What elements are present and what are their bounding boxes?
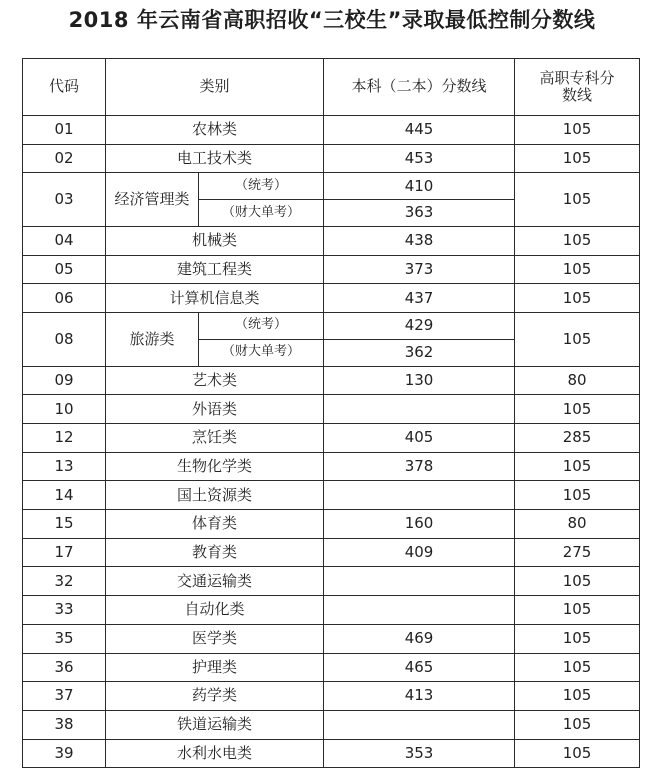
table-row	[23, 653, 640, 682]
bachelor-score-cell: 373	[324, 255, 515, 284]
bachelor-score-cell: 410	[324, 173, 515, 200]
bachelor-score-cell	[324, 481, 515, 510]
table-row	[23, 567, 640, 596]
vocational-score-cell: 105	[515, 567, 640, 596]
code-cell: 13	[23, 452, 106, 481]
bachelor-score-cell	[324, 596, 515, 625]
bachelor-score-cell: 353	[324, 739, 515, 768]
category-cell: 生物化学类	[106, 452, 324, 481]
vocational-score-cell: 105	[515, 395, 640, 424]
exam-type-cell: （财大单考）	[199, 339, 324, 366]
code-cell: 05	[23, 255, 106, 284]
table-row	[23, 284, 640, 313]
vocational-score-cell: 285	[515, 424, 640, 453]
header-bachelor: 本科（二本）分数线	[324, 59, 515, 116]
bachelor-score-cell: 160	[324, 510, 515, 539]
vocational-score-cell: 105	[515, 624, 640, 653]
code-cell: 03	[23, 173, 106, 227]
code-cell: 04	[23, 226, 106, 255]
code-cell: 09	[23, 366, 106, 395]
bachelor-score-cell: 130	[324, 366, 515, 395]
category-cell: 交通运输类	[106, 567, 324, 596]
exam-type-cell: （统考）	[199, 313, 324, 340]
vocational-score-cell: 105	[515, 226, 640, 255]
vocational-score-cell: 105	[515, 739, 640, 768]
category-cell: 烹饪类	[106, 424, 324, 453]
vocational-score-cell: 105	[515, 596, 640, 625]
category-cell: 机械类	[106, 226, 324, 255]
vocational-score-cell: 80	[515, 366, 640, 395]
bachelor-score-cell: 437	[324, 284, 515, 313]
table-row	[23, 682, 640, 711]
bachelor-score-cell	[324, 395, 515, 424]
table-row	[23, 739, 640, 768]
category-cell: 建筑工程类	[106, 255, 324, 284]
exam-type-cell: （财大单考）	[199, 200, 324, 227]
vocational-score-cell: 105	[515, 173, 640, 227]
vocational-score-cell: 105	[515, 452, 640, 481]
table-row	[23, 624, 640, 653]
vocational-score-cell: 105	[515, 481, 640, 510]
table-row	[23, 510, 640, 539]
code-cell: 17	[23, 538, 106, 567]
vocational-score-cell: 105	[515, 116, 640, 145]
category-cell: 旅游类	[106, 313, 199, 367]
vocational-score-cell: 105	[515, 653, 640, 682]
table-row	[23, 395, 640, 424]
header-code: 代码	[23, 59, 106, 116]
bachelor-score-cell: 362	[324, 339, 515, 366]
bachelor-score-cell: 469	[324, 624, 515, 653]
header-row	[23, 59, 640, 116]
code-cell: 12	[23, 424, 106, 453]
page-title: 2018 年云南省高职招收“三校生”录取最低控制分数线	[68, 8, 596, 32]
table-row	[23, 255, 640, 284]
code-cell: 01	[23, 116, 106, 145]
vocational-score-cell: 105	[515, 710, 640, 739]
header-category: 类别	[106, 59, 324, 116]
table-row	[23, 481, 640, 510]
category-cell: 铁道运输类	[106, 710, 324, 739]
vocational-score-cell: 105	[515, 255, 640, 284]
vocational-score-cell: 80	[515, 510, 640, 539]
table-row	[23, 452, 640, 481]
category-cell: 外语类	[106, 395, 324, 424]
bachelor-score-cell: 413	[324, 682, 515, 711]
category-cell: 护理类	[106, 653, 324, 682]
table-row	[23, 538, 640, 567]
code-cell: 15	[23, 510, 106, 539]
code-cell: 08	[23, 313, 106, 367]
bachelor-score-cell: 453	[324, 144, 515, 173]
header-vocational: 高职专科分数线	[515, 59, 640, 116]
code-cell: 35	[23, 624, 106, 653]
vocational-score-cell: 105	[515, 144, 640, 173]
table-row	[23, 144, 640, 173]
table-row	[23, 116, 640, 145]
category-cell: 国土资源类	[106, 481, 324, 510]
code-cell: 38	[23, 710, 106, 739]
bachelor-score-cell: 445	[324, 116, 515, 145]
category-cell: 电工技术类	[106, 144, 324, 173]
code-cell: 10	[23, 395, 106, 424]
code-cell: 06	[23, 284, 106, 313]
code-cell: 37	[23, 682, 106, 711]
bachelor-score-cell: 405	[324, 424, 515, 453]
bachelor-score-cell	[324, 710, 515, 739]
category-cell: 药学类	[106, 682, 324, 711]
category-cell: 经济管理类	[106, 173, 199, 227]
category-cell: 自动化类	[106, 596, 324, 625]
bachelor-score-cell: 465	[324, 653, 515, 682]
category-cell: 农林类	[106, 116, 324, 145]
category-cell: 医学类	[106, 624, 324, 653]
table-row	[23, 366, 640, 395]
table-row	[23, 596, 640, 625]
table-row	[23, 424, 640, 453]
code-cell: 39	[23, 739, 106, 768]
bachelor-score-cell	[324, 567, 515, 596]
code-cell: 14	[23, 481, 106, 510]
category-cell: 体育类	[106, 510, 324, 539]
bachelor-score-cell: 363	[324, 200, 515, 227]
bachelor-score-cell: 438	[324, 226, 515, 255]
table-row	[23, 173, 640, 200]
vocational-score-cell: 105	[515, 682, 640, 711]
code-cell: 32	[23, 567, 106, 596]
code-cell: 02	[23, 144, 106, 173]
vocational-score-cell: 105	[515, 313, 640, 367]
code-cell: 33	[23, 596, 106, 625]
table-row	[23, 710, 640, 739]
code-cell: 36	[23, 653, 106, 682]
exam-type-cell: （统考）	[199, 173, 324, 200]
vocational-score-cell: 105	[515, 284, 640, 313]
category-cell: 艺术类	[106, 366, 324, 395]
bachelor-score-cell: 409	[324, 538, 515, 567]
table-row	[23, 226, 640, 255]
bachelor-score-cell: 429	[324, 313, 515, 340]
bachelor-score-cell: 378	[324, 452, 515, 481]
category-cell: 计算机信息类	[106, 284, 324, 313]
category-cell: 水利水电类	[106, 739, 324, 768]
vocational-score-cell: 275	[515, 538, 640, 567]
table-row	[23, 313, 640, 340]
category-cell: 教育类	[106, 538, 324, 567]
score-table	[22, 58, 640, 768]
